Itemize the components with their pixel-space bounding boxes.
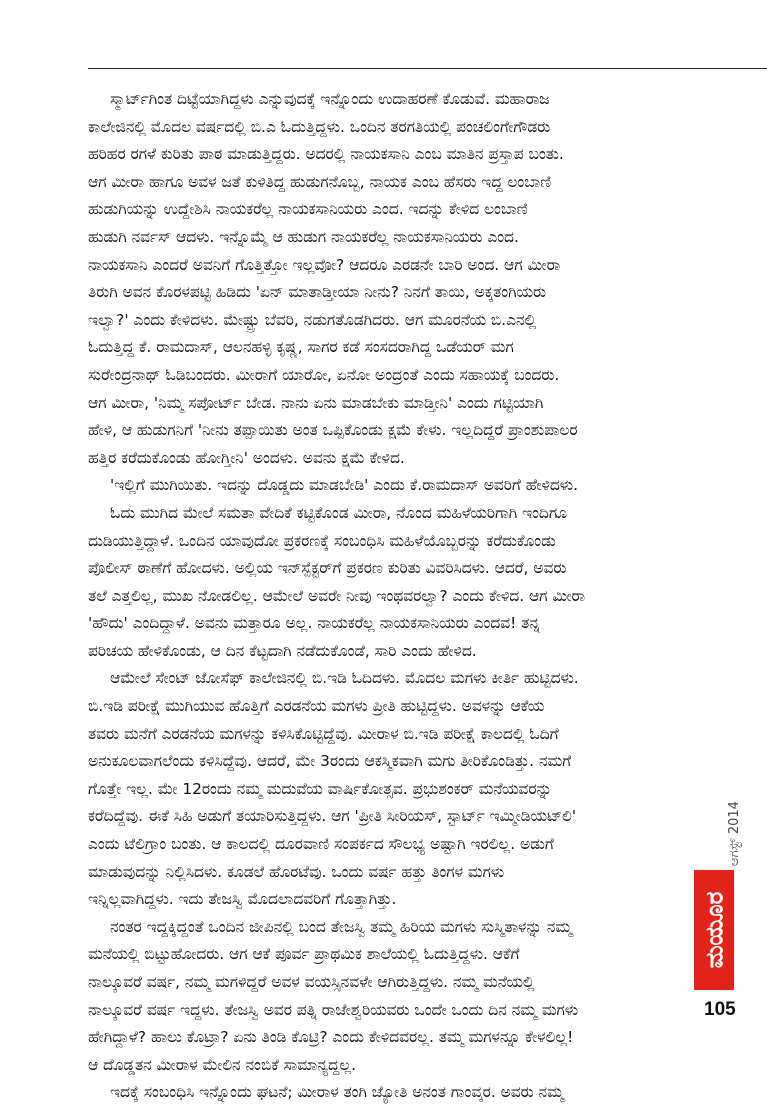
text-line: ಇದಕ್ಕೆ ಸಂಬಂಧಿಸಿ ಇನ್ನೊಂದು ಘಟನೆ; ಮೀರಾಳ ತಂಗಿ ಜ್ಯೋತಿ ಅನಂತ ಗಾಂವ್ಕರ. ಅವರು ನಮ್ಮ	[110, 1083, 564, 1102]
issue-date	[704, 798, 764, 868]
text-line: ತಲೆ ಎತ್ತಲಿಲ್ಲ, ಮುಖ ನೋಡಲಿಲ್ಲ. ಆಮೇಲೆ ಅವರೇ ನೀವು ಇಂಥವರಲ್ವಾ? ಎಂದು ಕೇಳಿದ. ಆಗ ಮೀರಾ	[88, 586, 586, 605]
text-line: ಆಗ ಮೀರಾ ಹಾಗೂ ಅವಳ ಜತೆ ಕುಳಿತಿದ್ದ ಹುಡುಗನೊಬ್ಬ, ನಾಯಕ ಎಂಬ ಹೆಸರು ಇದ್ದ ಲಂಬಾಣಿ	[88, 172, 552, 191]
text-line: 'ಹೌದು' ಎಂದಿದ್ದಾಳೆ. ಅವನು ಮತ್ತಾರೂ ಅಲ್ಲ. ನಾಯಕರೆಲ್ಲ ನಾಯಕಸಾನಿಯರು ಎಂದವ! ತನ್ನ	[88, 614, 540, 633]
text-line: ಮನೆಯಲ್ಲಿ ಬಿಟ್ಟುಹೋದರು. ಆಗ ಆಕೆ ಪೂರ್ವ ಪ್ರಾಥಮಿಕ ಶಾಲೆಯಲ್ಲಿ ಓದುತ್ತಿದ್ದಳು. ಆಕೆಗೆ	[88, 945, 520, 964]
paragraph	[88, 914, 690, 1080]
text-line: ಇನ್ನಿಲ್ಲವಾಗಿದ್ದಳು. ಇದು ತೇಜಸ್ವಿ ಮೊದಲಾದವರಿಗೆ ಗೊತ್ತಾಗಿತ್ತು.	[88, 890, 397, 909]
text-line: ಹೇಗಿದ್ದಾಳೆ? ಹಾಲು ಕೊಟ್ರಾ? ಏನು ತಿಂಡಿ ಕೊಟ್ರಿ? ಎಂದು ಕೇಳಿದವರಲ್ಲ. ತಮ್ಮ ಮಗಳನ್ನೂ ಕೇಳಲಿಲ್ಲ!	[88, 1028, 574, 1047]
header-rule	[88, 68, 767, 69]
text-line: ಆಮೇಲೆ ಸೇಂಟ್ ಜೋಸೆಫ್ ಕಾಲೇಜಿನಲ್ಲಿ ಬಿ.ಇಡಿ ಓದಿದಳು. ಮೊದಲ ಮಗಳು ಕೀರ್ತಿ ಹುಟ್ಟಿದಳು.	[110, 669, 579, 688]
text-line: ತಿರುಗಿ ಅವನ ಕೊರಳಪಟ್ಟಿ ಹಿಡಿದು 'ಏನ್ ಮಾತಾಡ್ತೀಯಾ ನೀನು? ನಿನಗೆ ತಾಯಿ, ಅಕ್ಕತಂಗಿಯರು	[88, 283, 547, 302]
text-line: 'ಇಲ್ಲಿಗೆ ಮುಗಿಯಿತು. ಇದನ್ನು ದೊಡ್ಡದು ಮಾಡಬೇಡಿ' ಎಂದು ಕೆ.ರಾಮದಾಸ್ ಅವರಿಗೆ ಹೇಳಿದಳು.	[110, 476, 578, 495]
text-line: ಆಗ ಮೀರಾ, 'ನಿಮ್ಮ ಸಪೋರ್ಟ್ ಬೇಡ. ನಾನು ಏನು ಮಾಡಬೇಕು ಮಾಡ್ತೀನಿ' ಎಂದು ಗಟ್ಟಿಯಾಗಿ	[88, 393, 544, 412]
paragraph	[88, 500, 690, 666]
text-line: ಹುಡುಗಿಯನ್ನು ಉದ್ದೇಶಿಸಿ ನಾಯಕರೆಲ್ಲ ನಾಯಕಸಾನಿಯರು ಎಂದ. ಇದನ್ನು ಕೇಳಿದ ಲಂಬಾಣಿ	[88, 200, 528, 219]
text-line: ಹತ್ತಿರ ಕರೆದುಕೊಂಡು ಹೋಗ್ತೀನಿ' ಅಂದಳು. ಅವನು ಕ್ಷಮೆ ಕೇಳಿದ.	[88, 448, 405, 467]
text-line: ಬಿ.ಇಡಿ ಪರೀಕ್ಷೆ ಮುಗಿಯುವ ಹೊತ್ತಿಗೆ ಎರಡನೆಯ ಮಗಳು ಪ್ರೀತಿ ಹುಟ್ಟಿದ್ದಳು. ಅವಳನ್ನು ಆಕೆಯ	[88, 697, 545, 716]
text-line: ನಾಯಕಸಾನಿ ಎಂದರೆ ಅವನಿಗೆ ಗೊತ್ತಿತ್ತೋ ಇಲ್ಲವೋ? ಆದರೂ ಎರಡನೇ ಬಾರಿ ಅಂದ. ಆಗ ಮೀರಾ	[88, 255, 561, 274]
text-line: ಗೊತ್ತೇ ಇಲ್ಲ. ಮೇ 12ರಂದು ನಮ್ಮ ಮದುವೆಯ ವಾರ್ಷಿಕೋತ್ಸವ. ಪ್ರಭುಶಂಕರ್ ಮನೆಯವರನ್ನು	[88, 779, 552, 798]
text-line: ಕಾಲೇಜಿನಲ್ಲಿ ಮೊದಲ ವರ್ಷದಲ್ಲಿ ಬಿ.ಎ ಓದುತ್ತಿದ್ದಳು. ಒಂದಿನ ತರಗತಿಯಲ್ಲಿ ಪಂಚಲಿಂಗೇಗೌಡರು	[88, 117, 551, 136]
text-line: ಇಲ್ವಾ?' ಎಂದು ಕೇಳಿದಳು. ಮೇಷ್ಟ್ರು ಬೆವರಿ, ನಡುಗತೊಡಗಿದರು. ಆಗ ಮೂರನೆಯ ಬಿ.ಎನಲ್ಲಿ	[88, 310, 537, 329]
text-line: ಓದುತ್ತಿದ್ದ ಕೆ. ರಾಮದಾಸ್, ಆಲನಹಳ್ಳಿ ಕೃಷ್ಣ, ಸಾಗರ ಕಡೆ ಸಂಸದರಾಗಿದ್ದ ಒಡೆಯರ್ ಮಗ	[88, 338, 514, 357]
magazine-logo-text: ಮಯೂರ	[700, 891, 729, 969]
paragraph	[88, 86, 690, 472]
text-line: ನಂತರ ಇದ್ದಕ್ಕಿದ್ದಂತೆ ಒಂದಿನ ಜೀಪಿನಲ್ಲಿ ಬಂದ ತೇಜಸ್ವಿ ತಮ್ಮ ಹಿರಿಯ ಮಗಳು ಸುಸ್ಮಿತಾಳನ್ನು ನಮ್ಮ	[110, 917, 573, 936]
masthead	[690, 800, 767, 990]
text-line: ಮಾಡುವುದನ್ನು ನಿಲ್ಲಿಸಿದಳು. ಕೂಡಲೆ ಹೊರಟೆವು. ಒಂದು ವರ್ಷ ಹತ್ತು ತಿಂಗಳ ಮಗಳು	[88, 862, 505, 881]
text-line: ಎಂದು ಟೆಲಿಗ್ರಾಂ ಬಂತು. ಆ ಕಾಲದಲ್ಲಿ ದೂರವಾಣಿ ಸಂಪರ್ಕದ ಸೌಲಭ್ಯ ಅಷ್ಟಾಗಿ ಇರಲಿಲ್ಲ. ಅಡುಗೆ	[88, 835, 554, 854]
text-line: ಪರಿಚಯ ಹೇಳಿಕೊಂಡು, ಆ ದಿನ ಕೆಟ್ಟದಾಗಿ ನಡೆದುಕೊಂಡೆ, ಸಾರಿ ಎಂದು ಹೇಳಿದ.	[88, 641, 477, 660]
issue-date-text: ಆಗಸ್ಟ್ 2014	[726, 800, 742, 866]
text-line: ಓದು ಮುಗಿದ ಮೇಲೆ ಸಮತಾ ವೇದಿಕೆ ಕಟ್ಟಿಕೊಂಡ ಮೀರಾ, ನೊಂದ ಮಹಿಳೆಯರಿಗಾಗಿ ಇಂದಿಗೂ	[110, 503, 568, 522]
page-number: 105	[704, 999, 736, 1020]
article-body	[88, 86, 690, 1107]
text-line: ಆ ದೊಡ್ಡತನ ಮೀರಾಳ ಮೇಲಿನ ನಂಬಿಕೆ ಸಾಮಾನ್ಯದ್ದಲ್ಲ.	[88, 1055, 357, 1074]
paragraph	[88, 665, 690, 913]
paragraph	[88, 1079, 690, 1107]
paragraph	[88, 472, 690, 500]
text-line: ನಾಲ್ಕೂವರೆ ವರ್ಷ, ನಮ್ಮ ಮಗಳಿದ್ದರೆ ಅವಳ ವಯಸ್ಸಿನವಳೇ ಆಗಿರುತ್ತಿದ್ದಳು. ನಮ್ಮ ಮನೆಯಲ್ಲಿ	[88, 973, 535, 991]
text-line: ಪೊಲೀಸ್ ಠಾಣೆಗೆ ಹೋದಳು. ಅಲ್ಲಿಯ ಇನ್‌ಸ್ಪೆಕ್ಟರ್‌ಗೆ ಪ್ರಕರಣ ಕುರಿತು ವಿವರಿಸಿದಳು. ಆದರೆ, ಅವರು	[88, 559, 567, 578]
text-line: ಸ್ಮಾರ್ಟ್‌ಗಿಂತ ದಿಟ್ಟೆಯಾಗಿದ್ದಳು ಎನ್ನುವುದಕ್ಕೆ ಇನ್ನೊಂದು ಉದಾಹರಣೆ ಕೊಡುವೆ. ಮಹಾರಾಜ	[110, 90, 550, 108]
text-line: ಹರಿಹರ ರಗಳೆ ಕುರಿತು ಪಾಠ ಮಾಡುತ್ತಿದ್ದರು. ಅದರಲ್ಲಿ ನಾಯಕಸಾನಿ ಎಂಬ ಮಾತಿನ ಪ್ರಸ್ತಾಪ ಬಂತು.	[88, 145, 564, 164]
text-line: ಹೇಳಿ, ಆ ಹುಡುಗನಿಗೆ 'ನೀನು ತಪ್ಪಾಯಿತು ಅಂತ ಒಪ್ಪಿಕೊಂಡು ಕ್ಷಮೆ ಕೇಳು. ಇಲ್ಲದಿದ್ದರೆ ಪ್ರಾಂಶುಪಾಲರ	[88, 421, 578, 440]
text-line: ಅನುಕೂಲವಾಗಲೆಂದು ಕಳಿಸಿದ್ದೆವು. ಆದರೆ, ಮೇ 3ರಂದು ಆಕಸ್ಮಿಕವಾಗಿ ಮಗು ತೀರಿಕೊಂಡಿತ್ತು. ನಮಗೆ	[88, 752, 572, 771]
text-line: ನಾಲ್ಕೂವರೆ ವರ್ಷ ಇದ್ದಳು. ತೇಜಸ್ವಿ ಅವರ ಪತ್ನಿ ರಾಜೇಶ್ವರಿಯವರು ಒಂದೇ ಒಂದು ದಿನ ನಮ್ಮ ಮಗಳು	[88, 1000, 579, 1019]
text-line: ತವರು ಮನೆಗೆ ಎರಡನೆಯ ಮಗಳನ್ನು ಕಳಿಸಿಕೊಟ್ಟಿದ್ದೆವು. ಮೀರಾಳ ಬಿ.ಇಡಿ ಪರೀಕ್ಷೆ ಕಾಲದಲ್ಲಿ ಓದಿಗೆ	[88, 724, 559, 743]
text-line: ದುಡಿಯುತ್ತಿದ್ದಾಳೆ. ಒಂದಿನ ಯಾವುದೋ ಪ್ರಕರಣಕ್ಕೆ ಸಂಬಂಧಿಸಿ ಮಹಿಳೆಯೊಬ್ಬರನ್ನು ಕರೆದುಕೊಂಡು	[88, 531, 556, 550]
text-line: ಹುಡುಗಿ ನರ್ವಸ್ ಆದಳು. ಇನ್ನೊಮ್ಮೆ ಆ ಹುಡುಗ ನಾಯಕರೆಲ್ಲ ನಾಯಕಸಾನಿಯರು ಎಂದ.	[88, 227, 519, 246]
text-line: ಸುರೇಂದ್ರನಾಥ್ ಓಡಿಬಂದರು. ಮೀರಾಗೆ ಯಾರೋ, ಏನೋ ಅಂದ್ರಂತೆ ಎಂದು ಸಹಾಯಕ್ಕೆ ಬಂದರು.	[88, 365, 560, 384]
magazine-logo	[694, 870, 734, 990]
text-line: ಕರೆದಿದ್ದೆವು. ಈಕೆ ಸಿಹಿ ಅಡುಗೆ ತಯಾರಿಸುತ್ತಿದ್ದಳು. ಆಗ 'ಪ್ರೀತಿ ಸೀರಿಯಸ್, ಸ್ಟಾರ್ಟ್ ಇಮ್ಮೀಡಿಯಟ್‌ಲಿ'	[88, 807, 577, 826]
